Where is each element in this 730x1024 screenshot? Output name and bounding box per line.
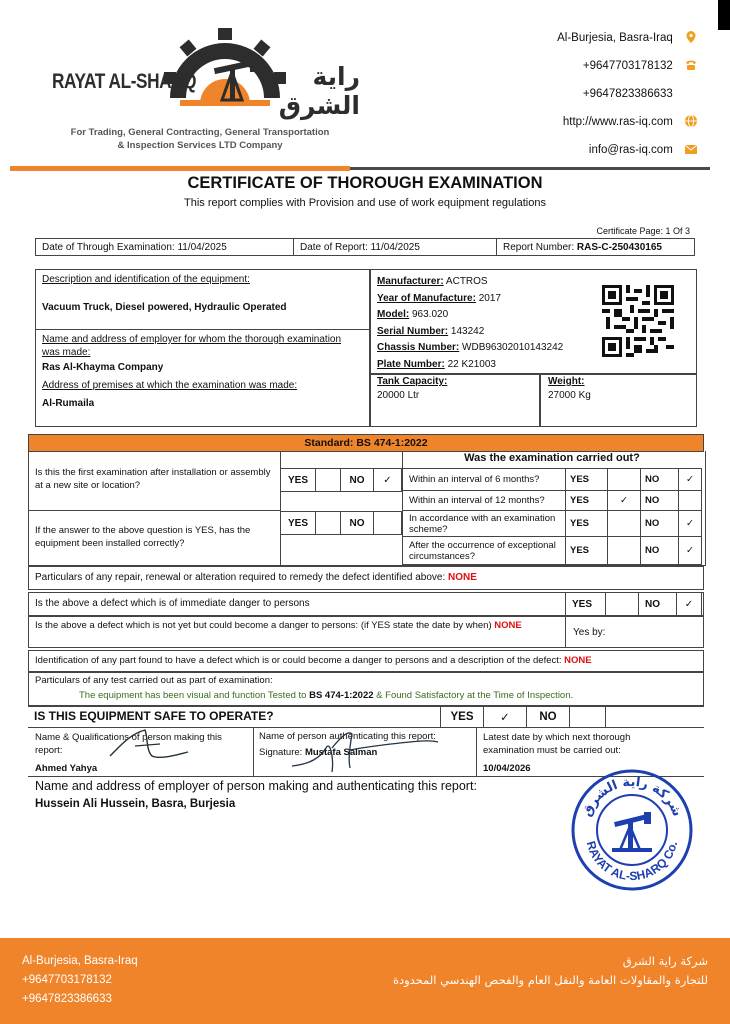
interval-table [402,468,702,565]
contact-email[interactable] [589,142,698,156]
interval-12-no[interactable]: NO [641,491,679,511]
report-date-label: Date of Report: [300,241,371,253]
weight-value: 27000 Kg [548,390,591,401]
exam-date-cell [36,239,294,256]
installed-yes[interactable]: YES [281,512,316,535]
safe-no[interactable]: NO [527,707,570,728]
chassis-label: Chassis Number: [377,342,460,353]
standard-bar: Standard: BS 474-1:2022 [28,434,704,452]
qr-code-icon [602,285,674,357]
chassis-row [377,340,563,357]
stamp-text-ar: شركة راية الشرق [579,774,685,819]
interval-12-no-box[interactable] [679,491,702,511]
contact-phone-2[interactable] [583,86,698,100]
company-desc-line-2: & Inspection Services LTD Company [117,140,283,151]
maker-label: Name & Qualifications of person making this report: [35,732,222,756]
interval-6-label: Within an interval of 6 months? [403,469,566,491]
installed-yes-box[interactable] [316,512,341,535]
premises-label: Address of premises at which the examination was made: [42,380,298,391]
manufacturer-row [377,274,563,291]
report-date-cell [294,239,497,256]
first-exam-no-check[interactable]: ✓ [374,469,402,492]
model-row [377,307,563,324]
contact-address [557,30,698,44]
next-exam-label: Latest date by which next thorough examination must be carried out: [483,732,631,756]
exceptional-no[interactable]: NO [641,537,679,565]
employer-label: Name and address of employer for whom the thorough examination was made: [42,334,342,358]
future-danger-text [35,620,560,632]
footer-company-ar [393,952,708,990]
company-logo [40,26,360,166]
certificate-title: CERTIFICATE OF THOROUGH EXAMINATION [187,174,543,192]
safe-answers [440,706,606,728]
stamp-text-en: RAYAT AL-SHARQ Co. [583,839,681,884]
future-danger-none: NONE [494,620,522,631]
contact-website-text[interactable]: http://www.ras-iq.com [562,116,673,128]
safe-yes[interactable]: YES [441,707,484,728]
location-icon [684,30,698,44]
footer-ar-line-2: للتجارة والمقاولات العامة والنقل العام والفحص الهندسي المحدودة [392,973,708,987]
dates-row [35,238,695,256]
company-desc-line-1: For Trading, General Contracting, General Transportation [70,127,330,138]
signature-divider-1 [253,728,254,776]
contact-phone-1[interactable] [583,58,698,72]
interval-12-yes-check[interactable]: ✓ [608,491,641,511]
tests-result-standard: BS 474-1:2022 [309,690,374,701]
installed-question: If the answer to the above question is YES, has the equipment been installed correctly? [35,525,251,549]
envelope-icon [684,142,698,156]
equipment-left-divider [35,329,369,330]
year-label: Year of Manufacture: [377,292,476,304]
report-employer-label: Name and address of employer of person making and authenticating this report: [35,779,477,793]
phone-icon [684,58,698,72]
auth-label: Name of person authenticating this report: [259,731,436,742]
auth-signature-label: Signature: [259,747,305,758]
immediate-yes-box[interactable] [606,593,639,616]
safe-yes-check[interactable]: ✓ [484,707,527,728]
tests-row [28,672,704,706]
exam-date-label: Date of Through Examination: [42,241,178,253]
report-number-label: Report Number: [503,241,577,253]
report-number-cell [497,239,695,256]
contact-email-text[interactable]: info@ras-iq.com [588,144,673,156]
contact-phone-2-text[interactable]: +9647823386633 [582,88,673,100]
grid-left-divider [28,510,280,511]
weight-label: Weight: [548,376,585,387]
footer-phone-1[interactable]: +9647703178132 [22,974,112,986]
scheme-label: In accordance with an examination scheme? [403,511,566,537]
future-danger-label: Is the above a defect which is not yet but could become a danger to persons: (if YES state the date by when) [35,620,495,631]
serial-row [377,324,563,341]
repair-row [28,566,704,590]
first-exam-yes[interactable]: YES [281,469,316,492]
interval-12-yes[interactable]: YES [566,491,608,511]
certificate-subtitle: This report complies with Provision and use of work equipment regulations [184,197,546,209]
report-employer-value: Hussein Ali Hussein, Basra, Burjesia [35,798,236,810]
tests-label: Particulars of any test carried out as part of examination: [35,675,273,686]
signature-divider-2 [476,728,477,776]
future-divider [565,617,566,647]
tests-result-post: & Found Satisfactory at the Time of Inspection. [373,690,574,701]
plate-value: 22 K21003 [447,358,496,370]
interval-6-yes[interactable]: YES [566,469,608,491]
yes-by-label: Yes by: [573,627,606,638]
report-number-value: RAS-C-250430165 [576,241,662,253]
phone-2-icon-spacer [684,86,698,100]
first-exam-question: Is this the first examination after installation or assembly at a new site or location? [35,467,271,491]
interval-12-label: Within an interval of 12 months? [403,491,566,511]
equipment-details [377,274,563,373]
company-description [40,126,360,152]
contact-address-text: Al-Burjesia, Basra-Iraq [557,32,673,44]
chassis-value: WDB96302010143242 [462,342,564,353]
header-divider-orange [10,166,350,171]
footer-bar [0,938,730,1024]
plate-row [377,357,563,374]
auth-signature [290,728,440,774]
report-date-value: 11/04/2025 [370,241,420,253]
exceptional-yes-box[interactable] [608,537,641,565]
exceptional-no-check[interactable]: ✓ [679,537,702,565]
interval-6-no-check[interactable]: ✓ [679,469,702,491]
footer-ar-line-1: شركة راية الشرق [622,954,708,968]
contact-website[interactable] [563,114,698,128]
next-exam-value: 10/04/2026 [483,763,531,774]
safe-label: IS THIS EQUIPMENT SAFE TO OPERATE? [34,709,274,723]
immediate-danger-label: Is the above a defect which is of immediate danger to persons [35,598,310,609]
tests-result-pre: The equipment has been visual and function Tested to [79,690,310,701]
identification-label: Identification of any part found to have a defect which is or could become a danger to persons and a description of the defect: [35,655,565,666]
tank-value: 20000 Ltr [377,390,420,401]
future-danger-row [28,616,704,648]
scheme-yes[interactable]: YES [566,511,608,537]
identification-row [28,650,704,672]
premises-value: Al-Rumaila [42,398,95,409]
exceptional-yes[interactable]: YES [566,537,608,565]
certificate-page-number: Certificate Page: 1 Of 3 [596,226,690,236]
equipment-desc-label: Description and identification of the equipment: [42,274,250,285]
repair-label: Particulars of any repair, renewal or alteration required to remedy the defect identified above: [35,572,449,583]
manufacturer-label: Manufacturer: [377,276,444,287]
interval-6-yes-box[interactable] [608,469,641,491]
footer-phone-2[interactable]: +9647823386633 [22,993,112,1005]
immediate-no-check[interactable]: ✓ [677,593,702,616]
footer-contact [22,952,138,1009]
weight-field [548,376,591,401]
tank-field [377,376,447,401]
first-exam-answers [280,468,402,492]
model-value: 963.020 [412,309,449,320]
exam-date-value: 11/04/2025 [177,241,227,253]
serial-label: Serial Number: [377,325,449,337]
installed-no-box[interactable] [374,512,402,535]
safe-no-box[interactable] [570,707,606,728]
tank-label: Tank Capacity: [377,376,448,387]
company-stamp [570,768,694,892]
manufacturer-value: ACTROS [445,276,488,287]
svg-text:شركة راية الشرق [579,775,684,819]
auth-value: Mustafa Salman [304,747,378,758]
top-edge-bar [718,0,730,30]
first-exam-no[interactable]: NO [341,469,374,492]
installed-no[interactable]: NO [341,512,374,535]
repair-none: NONE [448,572,477,583]
exceptional-label: After the occurrence of exceptional circumstances? [403,537,566,565]
immediate-no[interactable]: NO [639,593,677,616]
contact-phone-1-text[interactable]: +9647703178132 [582,60,673,72]
maker-value: Ahmed Yahya [35,763,98,774]
globe-icon [684,114,698,128]
scheme-no[interactable]: NO [641,511,679,537]
equipment-desc-value: Vacuum Truck, Diesel powered, Hydraulic Operated [42,302,287,313]
company-name-ar: راية الشرق [278,62,360,120]
plate-label: Plate Number: [377,358,445,370]
year-value: 2017 [478,292,501,304]
model-label: Model: [377,309,410,320]
serial-value: 143242 [450,325,485,337]
installed-answers [280,511,402,535]
tests-result [79,690,573,701]
immediate-danger-answers [565,592,702,616]
employer-value: Ras Al-Khayma Company [42,362,164,373]
identification-none: NONE [564,655,592,666]
carried-out-heading: Was the examination carried out? [464,452,640,464]
year-row [377,291,563,308]
footer-address: Al-Burjesia, Basra-Iraq [22,955,138,967]
interval-6-no[interactable]: NO [641,469,679,491]
company-name-en: RAYAT AL-SHARQ [52,70,197,93]
first-exam-yes-box[interactable] [316,469,341,492]
scheme-yes-box[interactable] [608,511,641,537]
immediate-yes[interactable]: YES [566,593,606,616]
header-divider-gray [350,167,710,170]
scheme-no-check[interactable]: ✓ [679,511,702,537]
maker-signature [90,726,190,766]
